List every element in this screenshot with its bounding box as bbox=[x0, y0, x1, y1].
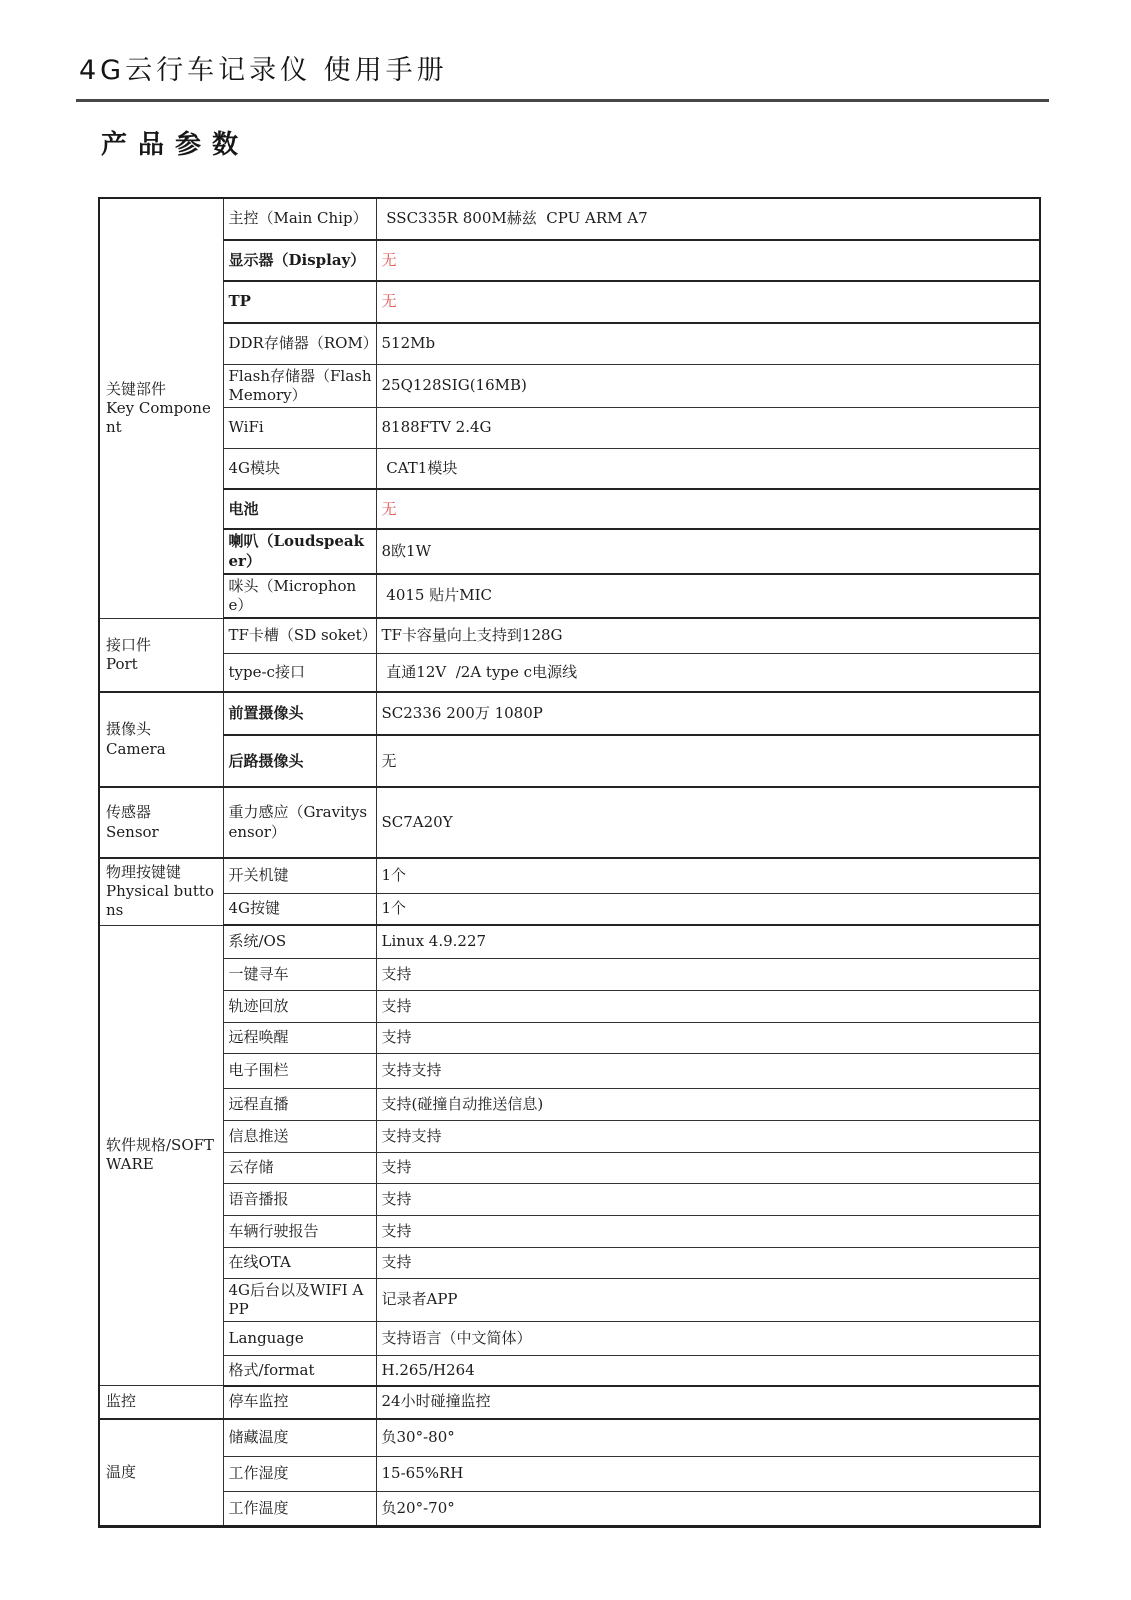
spec-value-cell: 8欧1W bbox=[376, 529, 1040, 573]
spec-group-label-cn: 温度 bbox=[106, 1462, 137, 1481]
spec-value-cell: 24小时碰撞监控 bbox=[376, 1386, 1040, 1419]
header-divider bbox=[76, 99, 1049, 102]
spec-value-cell: 无 bbox=[376, 489, 1040, 529]
spec-row bbox=[99, 1492, 1040, 1527]
spec-group-label-cn: 软件规格/SOFTWARE bbox=[106, 1136, 215, 1174]
spec-group-cell bbox=[99, 787, 223, 858]
spec-group-label-cn: 物理按键键 bbox=[106, 863, 182, 882]
spec-group-label-cn: 接口件 bbox=[106, 635, 152, 654]
spec-label-cell: 电池 bbox=[223, 489, 376, 529]
spec-label-cell: 主控（Main Chip） bbox=[223, 198, 376, 240]
spec-group-label-en: Physical buttons bbox=[106, 882, 214, 920]
spec-group-label-cn: 传感器 bbox=[106, 803, 152, 822]
spec-group-cell bbox=[99, 925, 223, 1385]
spec-value-cell: 支持语言（中文简体） bbox=[376, 1322, 1040, 1356]
spec-row bbox=[99, 692, 1040, 735]
spec-label-cell: 重力感应（Gravitysensor） bbox=[223, 787, 376, 858]
spec-label-cell: 在线OTA bbox=[223, 1247, 376, 1278]
spec-label-cell: 4G模块 bbox=[223, 448, 376, 489]
spec-value-cell: TF卡容量向上支持到128G bbox=[376, 618, 1040, 653]
spec-row bbox=[99, 1022, 1040, 1053]
spec-value-cell: 支持 bbox=[376, 1183, 1040, 1215]
spec-label-cell: 远程直播 bbox=[223, 1088, 376, 1120]
spec-group-label-en: Camera bbox=[106, 739, 166, 758]
spec-group-cell bbox=[99, 198, 223, 618]
spec-row bbox=[99, 1247, 1040, 1278]
spec-group-cell bbox=[99, 618, 223, 692]
spec-label-cell: 停车监控 bbox=[223, 1386, 376, 1419]
spec-value-cell: 负30°-80° bbox=[376, 1419, 1040, 1457]
spec-label-cell: Language bbox=[223, 1322, 376, 1356]
spec-value-cell: 支持 bbox=[376, 990, 1040, 1022]
spec-value-cell: SSC335R 800M赫兹 CPU ARM A7 bbox=[376, 198, 1040, 240]
spec-label-cell: 信息推送 bbox=[223, 1120, 376, 1152]
spec-label-cell: 工作湿度 bbox=[223, 1457, 376, 1492]
spec-group-cell bbox=[99, 1386, 223, 1419]
spec-label-cell: 喇叭（Loudspeaker） bbox=[223, 529, 376, 573]
spec-group-label-cn: 摄像头 bbox=[106, 720, 152, 739]
spec-value-cell: 支持 bbox=[376, 1152, 1040, 1183]
spec-row bbox=[99, 574, 1040, 618]
spec-value-cell: 4015 贴片MIC bbox=[376, 574, 1040, 618]
spec-value-cell: 直通12V /2A type c电源线 bbox=[376, 653, 1040, 692]
spec-group-cell bbox=[99, 692, 223, 787]
spec-group-label-cn: 关键部件 bbox=[106, 379, 167, 398]
spec-label-cell: 格式/format bbox=[223, 1356, 376, 1386]
spec-value-cell: 支持 bbox=[376, 1215, 1040, 1247]
spec-row bbox=[99, 1457, 1040, 1492]
product-spec-table bbox=[98, 197, 1041, 1528]
spec-label-cell: 远程唤醒 bbox=[223, 1022, 376, 1053]
spec-label-cell: 显示器（Display） bbox=[223, 240, 376, 281]
spec-row bbox=[99, 198, 1040, 240]
spec-value-cell: 1个 bbox=[376, 858, 1040, 893]
spec-label-cell: 轨迹回放 bbox=[223, 990, 376, 1022]
spec-value-cell: 支持支持 bbox=[376, 1053, 1040, 1088]
section-heading: 产品参数 bbox=[101, 130, 250, 160]
spec-value-cell: 512Mb bbox=[376, 323, 1040, 364]
spec-label-cell: 开关机键 bbox=[223, 858, 376, 893]
spec-row bbox=[99, 925, 1040, 958]
spec-value-cell: 支持 bbox=[376, 1022, 1040, 1053]
spec-row bbox=[99, 1088, 1040, 1120]
spec-value-cell: SC7A20Y bbox=[376, 787, 1040, 858]
spec-row bbox=[99, 990, 1040, 1022]
spec-row bbox=[99, 240, 1040, 281]
spec-label-cell: Flash存储器（Flash Memory） bbox=[223, 364, 376, 407]
spec-label-cell: 前置摄像头 bbox=[223, 692, 376, 735]
spec-row bbox=[99, 1215, 1040, 1247]
spec-value-cell: 25Q128SIG(16MB) bbox=[376, 364, 1040, 407]
spec-row bbox=[99, 1322, 1040, 1356]
spec-row bbox=[99, 407, 1040, 448]
spec-value-cell: 无 bbox=[376, 240, 1040, 281]
spec-row bbox=[99, 1120, 1040, 1152]
spec-row bbox=[99, 735, 1040, 787]
spec-value-cell: 8188FTV 2.4G bbox=[376, 407, 1040, 448]
spec-value-cell: 支持(碰撞自动推送信息) bbox=[376, 1088, 1040, 1120]
spec-row bbox=[99, 893, 1040, 925]
spec-group-label-en: Sensor bbox=[106, 822, 159, 841]
spec-value-cell: 支持 bbox=[376, 1247, 1040, 1278]
spec-label-cell: 语音播报 bbox=[223, 1183, 376, 1215]
spec-group-label-cn: 监控 bbox=[106, 1392, 137, 1411]
spec-row bbox=[99, 364, 1040, 407]
header-title: 4G云行车记录仪 使用手册 bbox=[79, 55, 448, 86]
spec-row bbox=[99, 281, 1040, 323]
spec-value-cell: 负20°-70° bbox=[376, 1492, 1040, 1527]
spec-value-cell: 1个 bbox=[376, 893, 1040, 925]
spec-value-cell: CAT1模块 bbox=[376, 448, 1040, 489]
spec-row bbox=[99, 1356, 1040, 1386]
spec-row bbox=[99, 1278, 1040, 1321]
spec-row bbox=[99, 529, 1040, 573]
spec-row bbox=[99, 1386, 1040, 1419]
spec-value-cell: 记录者APP bbox=[376, 1278, 1040, 1321]
spec-group-label-en: Key Component bbox=[106, 398, 211, 436]
spec-value-cell: 支持 bbox=[376, 958, 1040, 990]
spec-row bbox=[99, 323, 1040, 364]
spec-row bbox=[99, 489, 1040, 529]
spec-label-cell: TF卡槽（SD soket） bbox=[223, 618, 376, 653]
spec-value-cell: H.265/H264 bbox=[376, 1356, 1040, 1386]
spec-label-cell: 咪头（Microphone） bbox=[223, 574, 376, 618]
spec-row bbox=[99, 1419, 1040, 1457]
spec-table-body bbox=[99, 198, 1040, 1527]
spec-value-cell: 支持支持 bbox=[376, 1120, 1040, 1152]
spec-row bbox=[99, 448, 1040, 489]
spec-row bbox=[99, 618, 1040, 653]
spec-value-cell: Linux 4.9.227 bbox=[376, 925, 1040, 958]
spec-label-cell: TP bbox=[223, 281, 376, 323]
spec-group-cell bbox=[99, 858, 223, 925]
spec-label-cell: 云存储 bbox=[223, 1152, 376, 1183]
spec-label-cell: 一键寻车 bbox=[223, 958, 376, 990]
spec-value-cell: 无 bbox=[376, 735, 1040, 787]
spec-row bbox=[99, 858, 1040, 893]
spec-label-cell: type-c接口 bbox=[223, 653, 376, 692]
spec-label-cell: DDR存储器（ROM） bbox=[223, 323, 376, 364]
spec-row bbox=[99, 1053, 1040, 1088]
spec-row bbox=[99, 958, 1040, 990]
spec-label-cell: 系统/OS bbox=[223, 925, 376, 958]
spec-row bbox=[99, 1183, 1040, 1215]
spec-value-cell: 15-65%RH bbox=[376, 1457, 1040, 1492]
spec-row bbox=[99, 787, 1040, 858]
spec-label-cell: 电子围栏 bbox=[223, 1053, 376, 1088]
spec-row bbox=[99, 1152, 1040, 1183]
spec-label-cell: 4G后台以及WIFI APP bbox=[223, 1278, 376, 1321]
spec-row bbox=[99, 653, 1040, 692]
spec-label-cell: 工作温度 bbox=[223, 1492, 376, 1527]
spec-group-label-en: Port bbox=[106, 654, 138, 673]
spec-label-cell: 4G按键 bbox=[223, 893, 376, 925]
spec-label-cell: 车辆行驶报告 bbox=[223, 1215, 376, 1247]
spec-label-cell: 后路摄像头 bbox=[223, 735, 376, 787]
spec-label-cell: 储藏温度 bbox=[223, 1419, 376, 1457]
spec-value-cell: SC2336 200万 1080P bbox=[376, 692, 1040, 735]
spec-label-cell: WiFi bbox=[223, 407, 376, 448]
spec-value-cell: 无 bbox=[376, 281, 1040, 323]
spec-group-cell bbox=[99, 1419, 223, 1527]
